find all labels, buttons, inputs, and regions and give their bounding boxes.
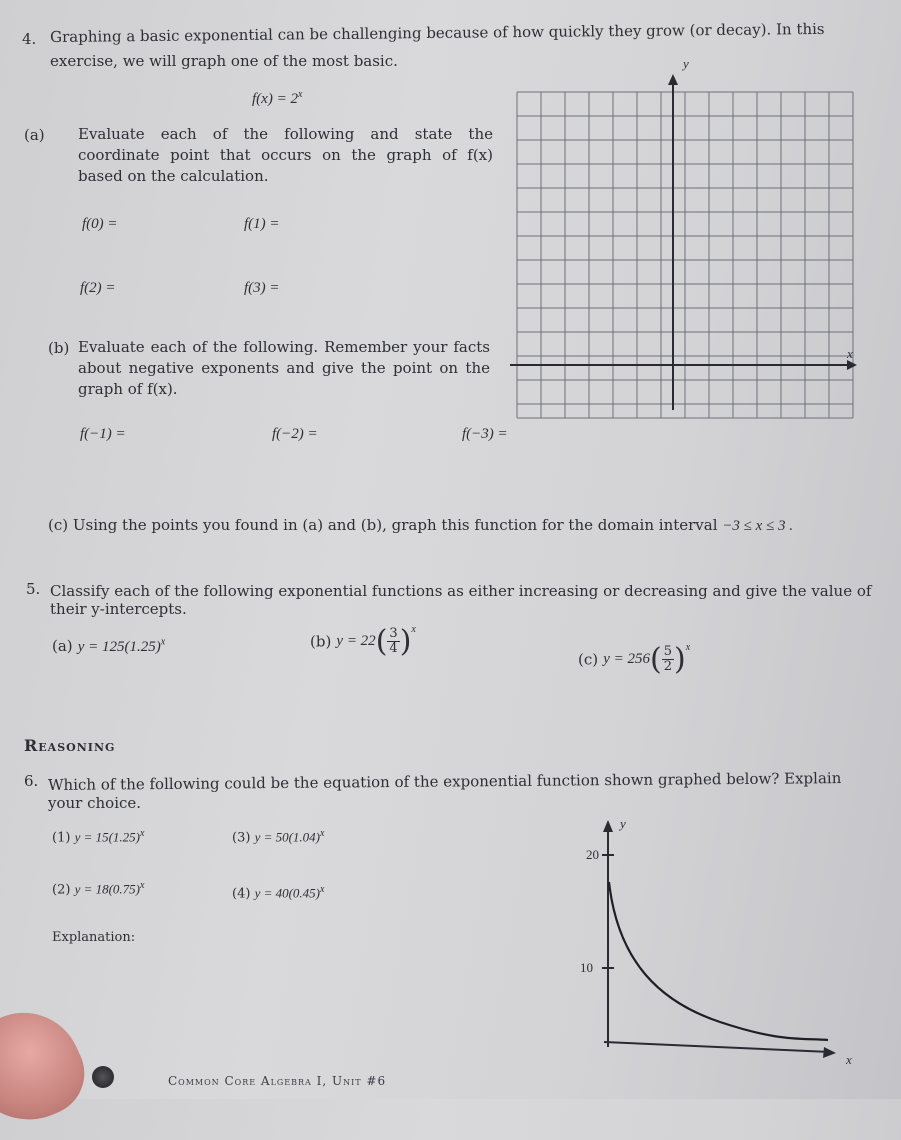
grid-y-arrow (668, 74, 678, 85)
q5b-label: (b) (310, 632, 332, 651)
q4c-line (48, 516, 793, 535)
q4b-fm1: f(−1) = (80, 426, 126, 442)
reasoning-header: Reasoning (24, 736, 116, 755)
thumb (0, 994, 98, 1140)
q4b-fm3: f(−3) = (462, 426, 508, 442)
q6-decay-graph (570, 812, 870, 1082)
decay-x-arrow (823, 1047, 836, 1058)
q5a-label: (a) (52, 637, 73, 655)
q6-line1: Which of the following could be the equation of the exponential function shown graphed below? Explain (48, 769, 842, 794)
q4a-text: Evaluate each of the following and state the coordinate point that occurs on the graph of f(x) based on the calculation. (78, 125, 493, 185)
q6-choice-1: (1) $y = 15(1.25)^x$ (52, 828, 145, 846)
q5b: (b) y = 22( $\frac{3}{4}$ )$^x$ (310, 624, 416, 659)
q4-coordinate-grid[interactable] (505, 60, 865, 420)
q5-line1: Classify each of the following exponential functions as either increasing or decreasing and give the value of (50, 582, 872, 600)
q4c-text: Using the points you found in (a) and (b), graph this function for the domain interval (72, 516, 718, 534)
decay-x-label: x (846, 1052, 852, 1067)
grid-lines (517, 92, 853, 418)
decay-curve (609, 882, 828, 1040)
q4a-f1: f(1) = (244, 216, 280, 232)
q5b-exp: x (411, 624, 416, 635)
q5a-exp: x (160, 636, 166, 648)
q4b-label: (b) (48, 339, 70, 357)
q4c-label: (c) (48, 516, 69, 534)
q5c: (c) y = 256( $\frac{5}{2}$ )$^x$ (578, 642, 691, 677)
q5a-expr: y = 125(1.25) (77, 639, 161, 655)
q6-explanation-label: Explanation: (52, 930, 136, 945)
decay-y-arrow (603, 820, 613, 832)
q4c-interval: −3 ≤ x ≤ 3 . (722, 518, 794, 534)
q4a-f0: f(0) = (82, 216, 118, 232)
q4b-fm2: f(−2) = (272, 426, 318, 442)
q5-line2: their y-intercepts. (50, 600, 187, 618)
q5-number: 5. (26, 580, 41, 598)
q5c-exp: x (685, 642, 691, 653)
q4-function: $f(x) = 2^x$ (252, 89, 303, 107)
q4-intro-line1: Graphing a basic exponential can be challenging because of how quickly they grow (or decay). In this (50, 19, 825, 46)
q4a-f2: f(2) = (80, 280, 116, 296)
decay-x-axis (604, 1042, 830, 1052)
q6-choice-4: (4) $y = 40(0.45)^x$ (232, 884, 325, 902)
q5c-num: 5 (663, 644, 672, 659)
grid-y-label: y (683, 60, 689, 71)
decay-y-label: y (620, 816, 626, 831)
decay-tick-20-label: 20 (586, 847, 599, 862)
q5c-den: 2 (663, 659, 672, 674)
q5c-expr: y = 256 (603, 651, 650, 667)
q4-intro-line2: exercise, we will graph one of the most basic. (50, 52, 398, 70)
footer-logo-icon (92, 1066, 114, 1088)
q6-number: 6. (24, 772, 39, 790)
q4a-label: (a) (24, 126, 45, 144)
q5a (52, 636, 165, 656)
q6-choice-2: (2) $y = 18(0.75)^x$ (52, 880, 145, 898)
q4b-text: Evaluate each of the following. Remember your facts about negative exponents and give the point on the graph of f(x). (78, 338, 490, 398)
q6-line2: your choice. (48, 794, 142, 812)
q5c-label: (c) (578, 650, 599, 669)
grid-x-label: x (847, 346, 853, 361)
q5b-den: 4 (389, 641, 398, 656)
q5b-expr: y = 22 (336, 633, 376, 649)
q5b-num: 3 (389, 626, 398, 641)
q4-number: 4. (22, 30, 37, 48)
grid-x-arrow (847, 360, 857, 370)
decay-tick-10-label: 10 (580, 960, 593, 975)
footer-text: Common Core Algebra I, Unit #6 (168, 1074, 387, 1088)
q4a-f3: f(3) = (244, 280, 280, 296)
q6-choice-3: (3) $y = 50(1.04)^x$ (232, 828, 325, 846)
